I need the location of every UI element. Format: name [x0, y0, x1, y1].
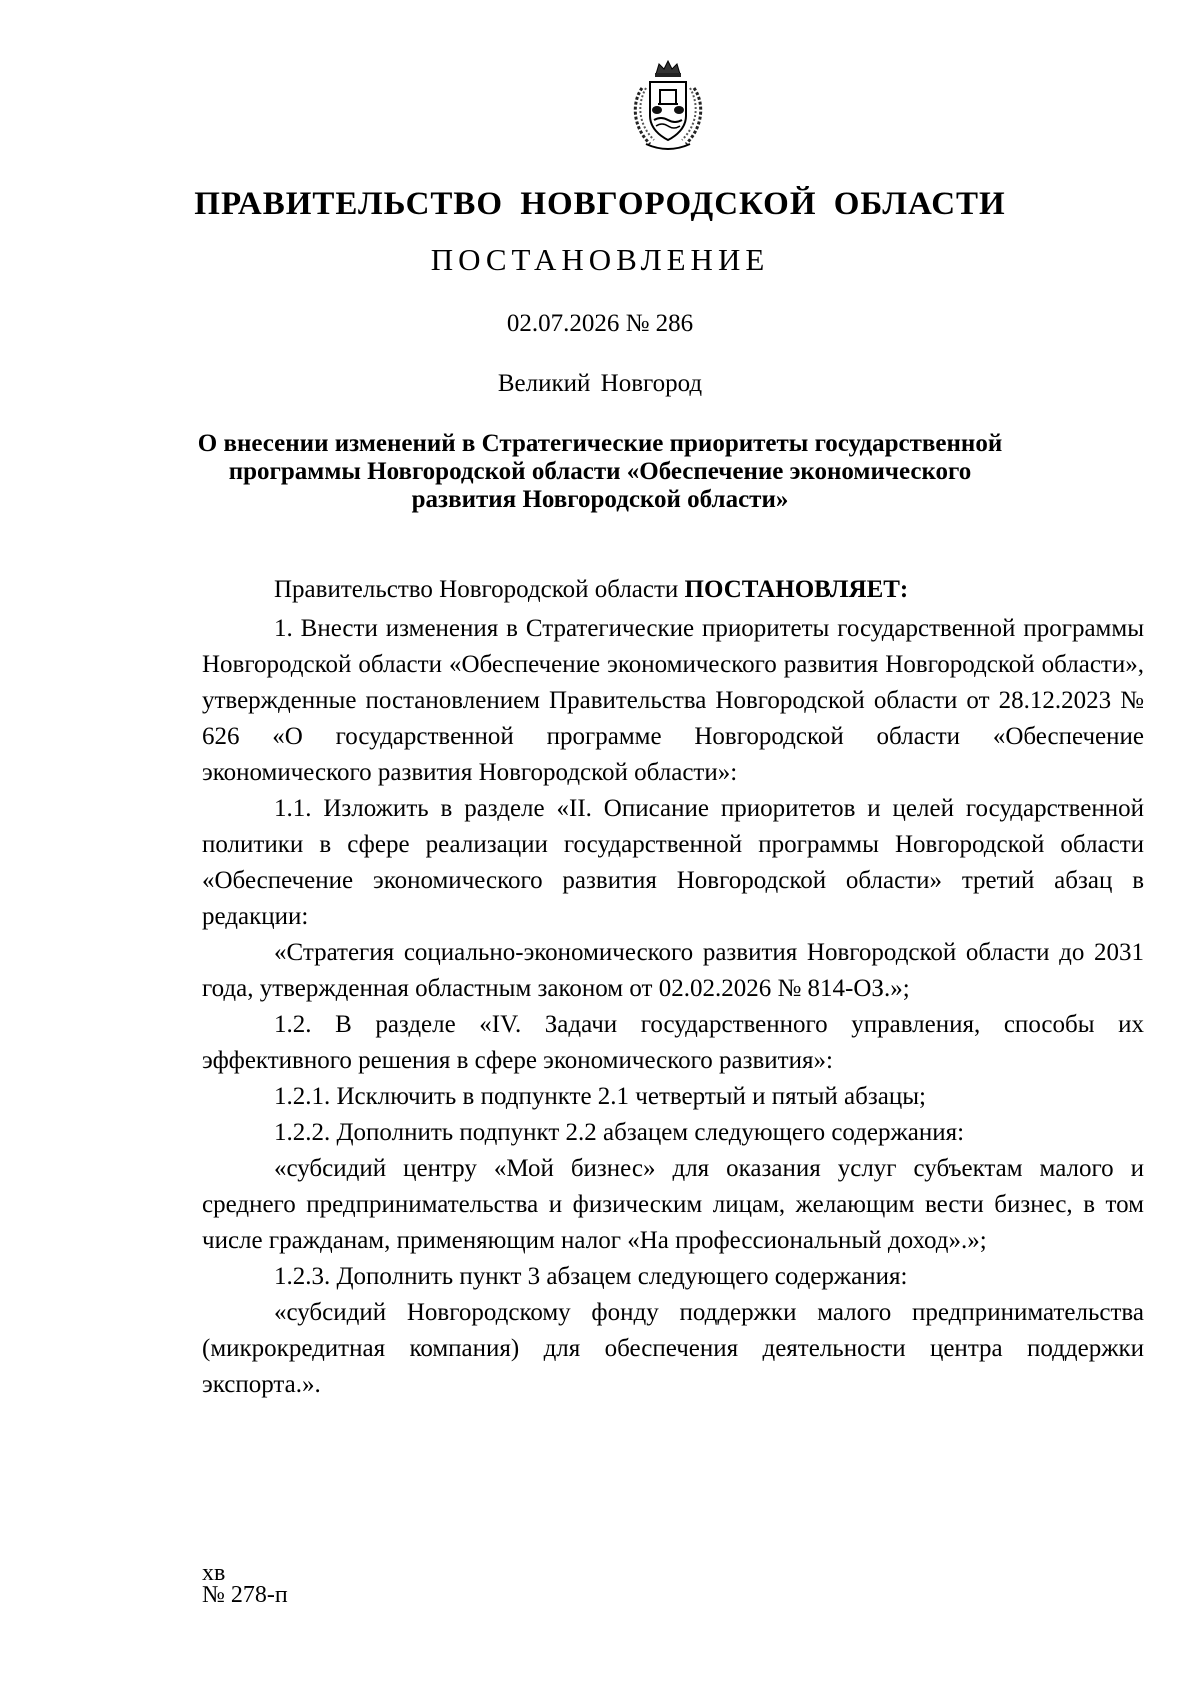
resolution-lead [202, 572, 1144, 608]
document-footer [202, 1562, 288, 1606]
organization-title: ПРАВИТЕЛЬСТВО НОВГОРОДСКОЙ ОБЛАСТИ [194, 186, 1006, 222]
lead-bold: ПОСТАНОВЛЯЕТ: [684, 576, 909, 603]
document-type: ПОСТАНОВЛЕНИЕ [430, 242, 770, 277]
subject-line-1: О внесении изменений в Стратегические приоритеты государственной [197, 430, 1003, 457]
registry-number: № 278-п [202, 1582, 288, 1608]
paragraph-1: 1. Внести изменения в Стратегические приоритеты государственной программы Новгородской области «Обеспечение экономического развития Новгородской области», утвержденные постановлением Правительства Новгородской области от 28.12.2023 № 626 «О государственной программе Новгородской области «Обеспечение экономического развития Новгородской области»: [202, 615, 1144, 786]
subject-line-3: развития Новгородской области» [411, 486, 789, 513]
document-body [202, 572, 1144, 1403]
quote-my-business: «субсидий центру «Мой бизнес» для оказания услуг субъектам малого и среднего предпринимательства и физическим лицам, желающим вести бизнес, в том числе гражданам, применяющим налог «На профессиональный доход».»; [202, 1155, 1144, 1254]
paragraph-1-1: 1.1. Изложить в разделе «II. Описание приоритетов и целей государственной политики в сфере реализации государственной программы Новгородской области «Обеспечение экономического развития Новгородской области» третий абзац в редакции: [202, 795, 1144, 930]
paragraph-1-2-2: 1.2.2. Дополнить подпункт 2.2 абзацем следующего содержания: [274, 1119, 965, 1146]
subject-line-2: программы Новгородской области «Обеспечение экономического [228, 458, 972, 485]
paragraph-1-2-1: 1.2.1. Исключить в подпункте 2.1 четвертый и пятый абзацы; [274, 1083, 926, 1110]
document-subject [0, 430, 1200, 514]
quote-strategy: «Стратегия социально-экономического развития Новгородской области до 2031 года, утвержденная областным законом от 02.02.2026 № 814-ОЗ.»; [202, 939, 1144, 1002]
quote-export-center: «субсидий Новгородскому фонду поддержки малого предпринимательства (микрокредитная компания) для обеспечения деятельности центра поддержки экспорта.». [202, 1299, 1144, 1398]
lead-text: Правительство Новгородской области [274, 576, 685, 603]
city: Великий Новгород [497, 370, 703, 397]
coat-of-arms-emblem [628, 58, 708, 156]
date-number: 02.07.2026 № 286 [506, 310, 694, 337]
paragraph-1-2: 1.2. В разделе «IV. Задачи государственного управления, способы их эффективного решения в сфере экономического развития»: [202, 1011, 1144, 1074]
paragraph-1-2-3: 1.2.3. Дополнить пункт 3 абзацем следующего содержания: [274, 1263, 908, 1290]
executor-initials: хв [202, 1560, 226, 1586]
